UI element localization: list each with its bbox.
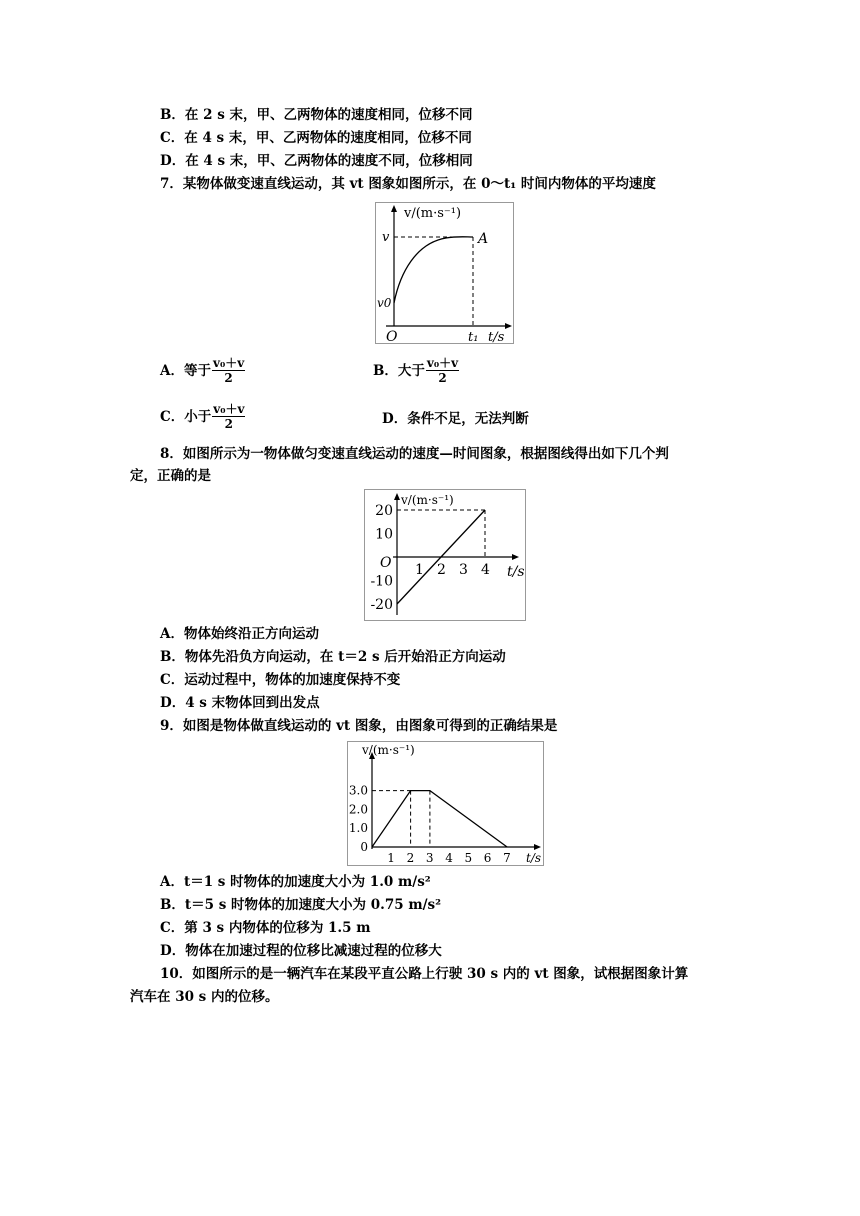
q9-x-tick-label: 7 — [503, 851, 511, 865]
q8-stem-line2: 定，正确的是 — [130, 468, 211, 484]
q8-x-tick-label: 2 — [437, 562, 446, 578]
q7-xlabel: t/s — [488, 330, 505, 343]
q7-fraction-c-num: v₀＋v — [213, 402, 245, 416]
q9-y-tick-label: 3.0 — [348, 783, 368, 798]
q8-y-tick-label: -20 — [370, 597, 393, 613]
q7-option-d: D．条件不足，无法判断 — [382, 411, 529, 427]
q8-option-c: C．运动过程中，物体的加速度保持不变 — [160, 672, 401, 688]
q8-xlabel: t/s — [507, 564, 525, 580]
q7-v0-tick: v0 — [377, 296, 392, 310]
q9-vt-chart — [348, 742, 543, 865]
q7-fraction-c — [212, 402, 245, 431]
q7-figure — [375, 202, 514, 344]
q8-y-tick-label: -10 — [370, 573, 393, 590]
q7-fraction-a — [212, 356, 245, 385]
q7-fraction-b-den: 2 — [438, 371, 447, 385]
q7-ylabel: v/(m·s⁻¹) — [404, 206, 462, 221]
q7-point-a: A — [478, 231, 489, 247]
q9-x-tick-label: 3 — [425, 851, 434, 865]
q9-x-tick-label: 1 — [387, 851, 395, 865]
q9-y-tick-label: 0 — [360, 840, 368, 854]
q8-option-d: D．4 s 末物体回到出发点 — [160, 695, 320, 711]
q8-figure — [364, 489, 526, 621]
q8-y-tick-label: 20 — [375, 503, 393, 519]
q10-stem-line1: 10．如图所示的是一辆汽车在某段平直公路上行驶 30 s 内的 vt 图象，试根据图象计算 — [160, 966, 689, 982]
q9-x-arrow — [534, 844, 541, 850]
q9-figure — [347, 741, 544, 866]
q9-x-tick-label: 2 — [406, 851, 415, 865]
q9-option-a: A．t＝1 s 时物体的加速度大小为 1.0 m/s² — [160, 874, 431, 890]
q7-fraction-b — [426, 356, 459, 385]
q8-x-arrow — [512, 554, 519, 560]
q8-origin: O — [380, 555, 392, 571]
q6-option-b: B．在 2 s 末，甲、乙两物体的速度相同，位移不同 — [160, 107, 473, 123]
q6-option-d: D．在 4 s 末，甲、乙两物体的速度不同，位移相同 — [160, 153, 473, 169]
q8-ylabel: v/(m·s⁻¹) — [401, 493, 454, 507]
q7-x-arrow — [505, 323, 512, 329]
q9-x-tick-label: 6 — [483, 851, 492, 865]
q7-option-a-prefix: A．等于 — [160, 362, 211, 379]
q10-stem-line2: 汽车在 30 s 内的位移。 — [130, 989, 279, 1005]
q8-stem-line1: 8．如图所示为一物体做匀变速直线运动的速度—时间图象，根据图线得出如下几个判 — [160, 446, 669, 462]
q7-curve — [394, 237, 473, 303]
q6-option-c: C．在 4 s 末，甲、乙两物体的速度相同，位移不同 — [160, 130, 472, 146]
q9-series-line — [372, 791, 507, 847]
q7-option-a — [160, 356, 245, 392]
q9-y-tick-label: 1.0 — [348, 821, 368, 836]
q9-x-tick-label: 4 — [445, 851, 453, 865]
q9-xlabel: t/s — [526, 851, 542, 865]
q9-y-tick-label: 2.0 — [348, 802, 368, 817]
q7-y-arrow — [391, 205, 397, 212]
q7-option-c-prefix: C．小于 — [160, 408, 212, 425]
q8-option-b: B．物体先沿负方向运动，在 t＝2 s 后开始沿正方向运动 — [160, 649, 506, 665]
q7-origin: O — [386, 329, 398, 343]
q8-y-tick-label: 10 — [375, 526, 393, 543]
q7-v-tick: v — [382, 230, 390, 245]
q8-x-tick-label: 1 — [415, 562, 424, 578]
q7-fraction-a-den: 2 — [224, 371, 233, 385]
q8-x-tick-label: 4 — [481, 562, 490, 578]
q9-x-tick-label: 5 — [464, 851, 473, 865]
q9-option-c: C．第 3 s 内物体的位移为 1.5 m — [160, 920, 371, 936]
q7-option-c — [160, 402, 245, 438]
q7-vt-chart — [376, 203, 513, 343]
q8-option-a: A．物体始终沿正方向运动 — [160, 626, 319, 642]
q7-option-b — [373, 356, 459, 392]
q9-option-d: D．物体在加速过程的位移比减速过程的位移大 — [160, 943, 442, 959]
q7-stem: 7．某物体做变速直线运动，其 vt 图象如图所示，在 0～t₁ 时间内物体的平均速度 — [160, 176, 656, 192]
q7-option-b-prefix: B．大于 — [373, 362, 425, 379]
q9-stem: 9．如图是物体做直线运动的 vt 图象，由图象可得到的正确结果是 — [160, 718, 558, 734]
q9-ylabel: v/(m·s⁻¹) — [362, 743, 415, 757]
q8-x-tick-label: 3 — [459, 562, 468, 578]
q7-fraction-a-num: v₀＋v — [212, 356, 245, 370]
q8-y-arrow — [394, 493, 400, 500]
q7-fraction-c-den: 2 — [224, 417, 234, 431]
q9-option-b: B．t＝5 s 时物体的加速度大小为 0.75 m/s² — [160, 897, 442, 913]
q7-fraction-b-num: v₀＋v — [426, 356, 459, 370]
q8-vt-chart — [365, 490, 525, 620]
q7-t1-tick: t₁ — [468, 330, 479, 343]
